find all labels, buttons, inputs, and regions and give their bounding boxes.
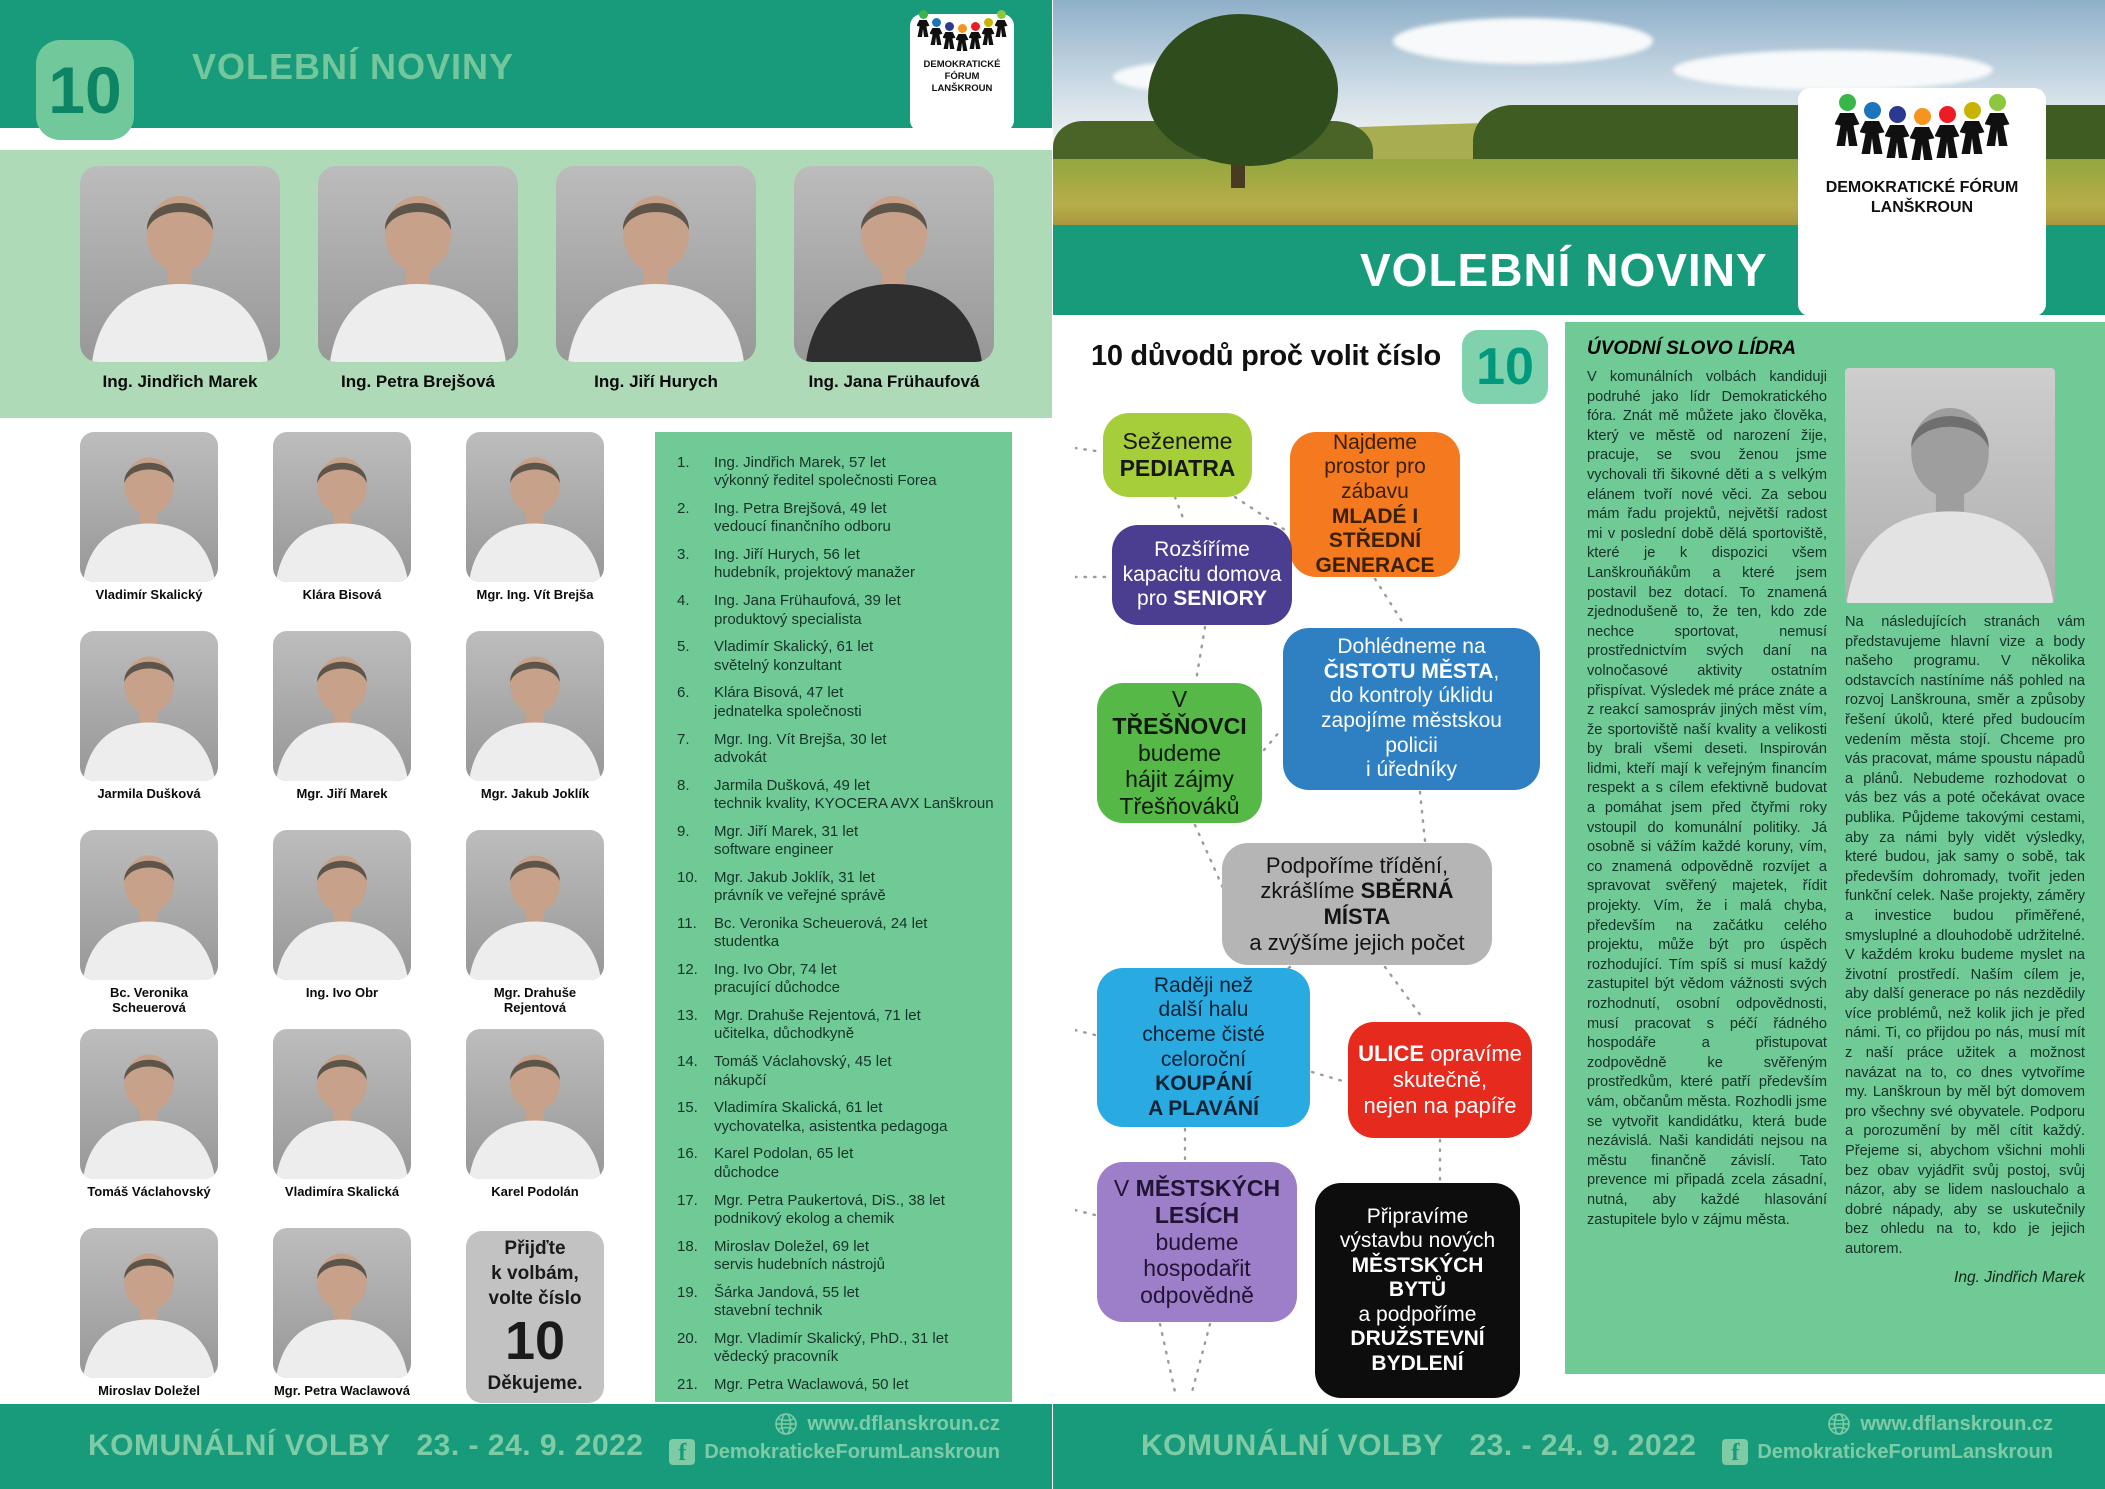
candidate-details bbox=[714, 777, 1000, 814]
candidate-number: 7. bbox=[677, 730, 690, 748]
reason-box-lesy: V MĚSTSKÝCH LESÍCH budeme hospodařit odpovědně bbox=[1097, 1162, 1297, 1322]
candidate-number: 2. bbox=[677, 500, 690, 518]
person-figure bbox=[917, 10, 930, 37]
people-circle-icon bbox=[917, 22, 1008, 49]
candidate-photo bbox=[466, 1029, 604, 1179]
candidate-number: 17. bbox=[677, 1191, 698, 1209]
candidate-name: Vladimíra Skalická bbox=[284, 1184, 400, 1199]
candidate-name: Mgr. Petra Waclawová bbox=[273, 1383, 411, 1398]
election-dates: 23. - 24. 9. 2022 bbox=[1469, 1429, 1697, 1462]
party-logo-text: DEMOKRATICKÉ FÓRUM LANŠKROUN bbox=[923, 59, 1001, 94]
candidate-number: 11. bbox=[677, 914, 697, 932]
candidate-name: Karel Podolán bbox=[491, 1184, 579, 1199]
candidate-name: Miroslav Doležel bbox=[98, 1383, 200, 1398]
globe-icon bbox=[1827, 1412, 1851, 1436]
leader-portrait-photo bbox=[1845, 368, 2055, 603]
candidate-role: právník ve veřejné správě bbox=[714, 887, 886, 905]
reason-box-sberna-mista: Podpoříme třídění, zkrášlíme SBĚRNÁ MÍSTA a zvýšíme jejich počet bbox=[1222, 843, 1492, 965]
candidate-details bbox=[714, 500, 1000, 537]
candidate-number: 20. bbox=[677, 1329, 698, 1347]
cta-ballot-number: 10 bbox=[504, 1311, 566, 1372]
grid-candidate bbox=[466, 830, 604, 1015]
person-figure bbox=[956, 24, 969, 51]
candidate-details bbox=[714, 1192, 1000, 1229]
featured-candidate bbox=[80, 166, 280, 392]
candidate-name: Mgr. Jiří Marek bbox=[296, 786, 388, 801]
candidate-photo-grid bbox=[80, 432, 604, 1407]
party-logo bbox=[910, 14, 1014, 132]
candidate-number: 8. bbox=[677, 776, 690, 794]
facebook-link[interactable]: f DemokratickeForumLanskroun bbox=[669, 1439, 1000, 1465]
candidate-name: Klára Bisová, 47 let bbox=[714, 684, 844, 702]
candidate-photo bbox=[80, 1029, 218, 1179]
grid-candidate bbox=[80, 830, 218, 1015]
footer-links bbox=[1731, 1412, 2053, 1467]
intro-column-2: Na následujících stranách vám představujeme hlavní vize a body našeho programu. V několika odstavcích nastíníme náš pohled na rozvoj Lanškrouna, směr a způsoby řešení úkolů, které před budoucím vedením města stojí. Chceme pro vás pracovat, máme spoustu nápadů a plánů. Nebudeme rozhodovat o vás bez vás a poté očekávat ovace publika. Půjdeme takovými cestami, aby za námi byly vidět výsledky, které budou, jak samy o sobě, tak především dohromady, tvořit jeden funkční celek. Naše projekty, záměry a investice budou přiměřené, smysluplné a dlouhodobě udržitelné. V každém kroku budeme myslet na životní prostředí. Naším cílem je, aby další generace po nás nezdědily více problémů, než kolik jich je před námi. Ti, co přijdou po nás, musí mít z naší práce užitek a možnost navázat na to, co dnes vytvoříme my. Lanškroun by měl být domovem pro všechny své obyvatele. Podporu a porozumění by měl cítit každý. Přejeme si, abychom všichni mohli bez obav vyjádřit svůj postoj, svůj názor, aby se lidem naslouchalo a dobré nápady, aby se uskutečnily bez ohledu na to, kdo je jejich autorem. Ing. Jindřich Marek bbox=[1845, 368, 2085, 1287]
candidate-role: nákupčí bbox=[714, 1071, 767, 1089]
candidate-number: 4. bbox=[677, 592, 690, 610]
intro-column-1: V komunálních volbách kandiduji podruhé jako lídr Demokratického fóra. Znát mě můžete jako člověka, který ve městě od narození žije, pracuje, se svou ženou jsme vychovali tři šikovné děti a s velkým elánem tvoří nové věci. Za sebou mám řadu projektů, největší radost mi v poslední době dělá sportoviště, které je k dispozici všem Lanškrouňákům a které jsem postavil bez dotací. To znamená zjednodušeně to, že ten, kdo zde nechce sportovat, nemusí prostřednictvím svých daní na volnočasové aktivity ostatním přispívat. Výsledek mé práce znáte a z reakcí samospráv jiných měst vím, že sportoviště naší kvality a velikosti by brali všemi deseti. Inspirován lidmi, kteří mají k veřejným financím respekt a s cílem efektivně budovat a pomáhat jsem před čtyřmi roky vstoupil do komunální politiky. Já osobně si vážím každé koruny, vím, co znamená odpovědně rozvíjet a spravovat svěřený majetek, řídit projekty. Vím, že i malá chyba, především na začátku celého projektu, může být pro úspěch rozhodující. Tím spíš si musí každý zastupitel být vědom vážnosti svých rozhodnutí, osobní odpovědnosti, musí pracovat s péčí řádného hospodáře a přistupovat zodpovědně ke svěřeným prostředkům, které patří především vám, občanům města. Rozhodli jsme se vytvořit kandidátku, která bude nezávislá. Naši kandidáti nejsou na městu finančně závislí. Tato prevence mi připadá zcela zásadní, nutná, aby každé hlasování zastupitele bylo v zájmu města. bbox=[1587, 369, 1827, 1228]
tree bbox=[1148, 14, 1338, 166]
candidate-details bbox=[714, 869, 1000, 906]
candidate-photo bbox=[273, 1029, 411, 1179]
candidate-list-item bbox=[677, 915, 1000, 952]
featured-candidate bbox=[794, 166, 994, 392]
grid-candidate bbox=[80, 1228, 218, 1407]
footer-links bbox=[678, 1412, 1000, 1467]
candidate-details bbox=[714, 684, 1000, 721]
grid-candidate bbox=[466, 1029, 604, 1208]
candidate-name: Ing. Petra Brejšová bbox=[340, 372, 495, 391]
candidate-name: Vladimíra Skalická, 61 let bbox=[714, 1099, 883, 1117]
candidate-role: studentka bbox=[714, 933, 780, 951]
candidate-number: 12. bbox=[677, 961, 698, 979]
candidate-list-item bbox=[677, 1192, 1000, 1229]
website-link[interactable]: www.dflanskroun.cz bbox=[1827, 1412, 2053, 1436]
person-figure bbox=[1835, 94, 1860, 146]
candidate-photo bbox=[466, 631, 604, 781]
reason-box-generace: Najdeme prostor pro zábavu MLADÉ I STŘEDNÍ GENERACE bbox=[1290, 432, 1460, 577]
reason-box-byty: Připravíme výstavbu nových MĚSTSKÝCH BYTŮ a podpoříme DRUŽSTEVNÍ BYDLENÍ bbox=[1315, 1183, 1520, 1398]
candidate-details bbox=[714, 1376, 1000, 1394]
reason-box-tresnovec: V TŘEŠŇOVCI budeme hájit zájmy Třešňováků bbox=[1097, 683, 1262, 823]
right-footer bbox=[1053, 1404, 2105, 1489]
reasons-title: 10 důvodů proč volit číslo bbox=[1091, 340, 1441, 372]
candidate-number: 3. bbox=[677, 546, 690, 564]
grid-candidate bbox=[273, 830, 411, 1009]
person-figure bbox=[969, 22, 982, 49]
candidate-name: Karel Podolan, 65 let bbox=[714, 1145, 854, 1163]
candidate-list-item bbox=[677, 777, 1000, 814]
reason-box-cistota: Dohlédneme na ČISTOTU MĚSTA, do kontroly úklidu zapojíme městskou policii i úředníky bbox=[1283, 628, 1540, 790]
featured-candidate bbox=[318, 166, 518, 392]
candidate-name: Ing. Jana Frühaufová bbox=[808, 372, 980, 391]
people-circle-icon bbox=[1835, 106, 2010, 158]
candidate-role: jednatelka společnosti bbox=[714, 702, 862, 720]
candidate-list-item bbox=[677, 1330, 1000, 1367]
candidate-role: hudebník, projektový manažer bbox=[714, 564, 915, 582]
candidate-details bbox=[714, 638, 1000, 675]
candidate-list-item bbox=[677, 1099, 1000, 1136]
candidate-name: Mgr. Ing. Vít Brejša, 30 let bbox=[714, 730, 887, 748]
left-page-title: VOLEBNÍ NOVINY bbox=[192, 46, 515, 87]
candidate-name: Mgr. Petra Paukertová, DiS., 38 let bbox=[714, 1191, 945, 1209]
candidate-photo bbox=[80, 1228, 218, 1378]
candidate-details bbox=[714, 592, 1000, 629]
candidate-role: stavební technik bbox=[714, 1301, 823, 1319]
candidate-role: světelný konzultant bbox=[714, 656, 842, 674]
candidate-list-item bbox=[677, 823, 1000, 860]
candidate-details bbox=[714, 961, 1000, 998]
candidate-list-item bbox=[677, 869, 1000, 906]
grid-candidate bbox=[80, 432, 218, 611]
candidate-name: Tomáš Václahovský, 45 let bbox=[714, 1053, 892, 1071]
candidate-name: Bc. Veronika Scheuerová, 24 let bbox=[714, 914, 928, 932]
candidate-number: 6. bbox=[677, 684, 690, 702]
candidate-role: vychovatelka, asistentka pedagoga bbox=[714, 1117, 948, 1135]
candidate-list-item bbox=[677, 1284, 1000, 1321]
candidate-photo bbox=[466, 830, 604, 980]
candidate-photo bbox=[80, 830, 218, 980]
candidate-name: Ing. Jiří Hurych, 56 let bbox=[714, 546, 860, 564]
candidate-details bbox=[714, 915, 1000, 952]
candidate-list-item bbox=[677, 1007, 1000, 1044]
candidate-number: 13. bbox=[677, 1007, 698, 1025]
candidate-name: Jarmila Dušková, 49 let bbox=[714, 776, 870, 794]
candidate-name: Klára Bisová bbox=[302, 587, 382, 602]
reason-box-ulice: ULICE opravíme skutečně, nejen na papíře bbox=[1348, 1022, 1532, 1138]
candidate-photo bbox=[466, 432, 604, 582]
candidate-photo bbox=[273, 1228, 411, 1378]
candidate-name: Šárka Jandová, 55 let bbox=[714, 1283, 860, 1301]
cta-thanks: Děkujeme. bbox=[487, 1373, 583, 1395]
signature: Ing. Jindřich Marek bbox=[1954, 1268, 2085, 1286]
facebook-icon: f bbox=[1722, 1439, 1748, 1465]
candidate-role: pracující důchodce bbox=[714, 979, 840, 997]
grid-candidate bbox=[80, 1029, 218, 1208]
candidate-name: Jarmila Dušková bbox=[97, 786, 201, 801]
candidate-name: Ing. Ivo Obr, 74 let bbox=[714, 961, 837, 979]
cta-line: k volbám, bbox=[491, 1262, 579, 1284]
candidate-name: Vladimír Skalický, 61 let bbox=[714, 638, 874, 656]
vote-call-to-action bbox=[466, 1228, 604, 1407]
person-figure bbox=[995, 10, 1008, 37]
reasons-number-badge: 10 bbox=[1462, 330, 1548, 404]
candidate-list-item bbox=[677, 1053, 1000, 1090]
candidate-name: Ing. Jindřich Marek bbox=[102, 372, 258, 391]
reason-box-seniory: Rozšíříme kapacitu domova pro SENIORY bbox=[1112, 525, 1292, 625]
candidate-photo bbox=[80, 432, 218, 582]
candidate-number: 21. bbox=[677, 1375, 698, 1393]
candidate-name: Mgr. Drahuše Rejentová, 71 let bbox=[714, 1007, 921, 1025]
candidate-photo bbox=[80, 631, 218, 781]
ten-reasons-section bbox=[1075, 330, 1565, 1408]
candidate-details bbox=[714, 546, 1000, 583]
candidate-details bbox=[714, 1238, 1000, 1275]
candidate-number: 19. bbox=[677, 1283, 698, 1301]
candidate-role: software engineer bbox=[714, 841, 834, 859]
candidate-list-item bbox=[677, 731, 1000, 768]
candidate-role: důchodce bbox=[714, 1163, 780, 1181]
party-logo-large bbox=[1798, 88, 2046, 316]
candidate-photo bbox=[556, 166, 756, 362]
candidate-name: Mgr. Vladimír Skalický, PhD., 31 let bbox=[714, 1329, 949, 1347]
candidate-name: Ing. Jiří Hurych bbox=[594, 372, 718, 391]
left-footer bbox=[0, 1404, 1052, 1489]
candidate-details bbox=[714, 1053, 1000, 1090]
candidate-number: 1. bbox=[677, 454, 690, 471]
election-dates: 23. - 24. 9. 2022 bbox=[416, 1429, 644, 1462]
person-figure bbox=[930, 18, 943, 45]
candidate-role: vedoucí finančního odboru bbox=[714, 518, 891, 536]
candidate-name: Ing. Petra Brejšová, 49 let bbox=[714, 500, 887, 518]
candidate-photo bbox=[273, 631, 411, 781]
candidate-photo bbox=[273, 830, 411, 980]
vote-cta-box bbox=[466, 1231, 604, 1403]
candidate-photo bbox=[80, 166, 280, 362]
grid-candidate bbox=[466, 432, 604, 611]
candidate-details bbox=[714, 731, 1000, 768]
candidate-details bbox=[714, 1099, 1000, 1136]
candidate-role: výkonný ředitel společnosti Forea bbox=[714, 472, 937, 490]
candidate-details bbox=[714, 1284, 1000, 1321]
cta-line: volte číslo bbox=[488, 1287, 582, 1309]
cta-line: Přijďte bbox=[504, 1238, 566, 1260]
grid-candidate bbox=[273, 1029, 411, 1208]
candidate-number: 9. bbox=[677, 822, 690, 840]
person-figure bbox=[1910, 108, 1935, 160]
candidate-list-item bbox=[677, 546, 1000, 583]
candidate-role: podnikový ekolog a chemik bbox=[714, 1209, 895, 1227]
left-header-band bbox=[0, 0, 1052, 128]
candidate-name: Miroslav Doležel, 69 let bbox=[714, 1237, 870, 1255]
candidate-details bbox=[714, 823, 1000, 860]
candidate-name: Mgr. Petra Waclawová, 50 let bbox=[714, 1375, 909, 1393]
candidate-details bbox=[714, 1330, 1000, 1367]
candidate-name: Ing. Jindřich Marek, 57 let bbox=[714, 454, 886, 471]
candidate-list-item bbox=[677, 592, 1000, 629]
candidate-role: vědecký pracovník bbox=[714, 1348, 839, 1366]
candidate-name: Mgr. Jakub Joklík, 31 let bbox=[714, 868, 875, 886]
candidate-name: Mgr. Ing. Vít Brejša bbox=[476, 587, 594, 602]
person-figure bbox=[1960, 102, 1985, 154]
candidate-photo bbox=[273, 432, 411, 582]
candidate-list-panel bbox=[655, 432, 1012, 1402]
facebook-link[interactable]: f DemokratickeForumLanskroun bbox=[1722, 1439, 2053, 1465]
candidate-role: servis hudebních nástrojů bbox=[714, 1255, 885, 1273]
person-figure bbox=[943, 22, 956, 49]
reason-box-pediatr: Seženeme PEDIATRA bbox=[1103, 413, 1252, 497]
person-figure bbox=[1985, 94, 2010, 146]
candidate-role: advokát bbox=[714, 748, 767, 766]
candidate-number: 14. bbox=[677, 1053, 698, 1071]
grid-candidate bbox=[273, 432, 411, 611]
candidate-list-item bbox=[677, 1238, 1000, 1275]
candidate-name: Bc. Veronika Scheuerová bbox=[109, 985, 189, 1015]
candidate-photo bbox=[794, 166, 994, 362]
candidate-name: Mgr. Drahuše Rejentová bbox=[493, 985, 577, 1015]
party-logo-text: DEMOKRATICKÉ FÓRUM LANŠKROUN bbox=[1825, 179, 2019, 216]
grid-candidate bbox=[273, 631, 411, 810]
candidate-list-item bbox=[677, 454, 1000, 491]
website-link[interactable]: www.dflanskroun.cz bbox=[774, 1412, 1000, 1436]
reason-box-koupani: Raději než další halu chceme čisté celoroční KOUPÁNÍ A PLAVÁNÍ bbox=[1097, 968, 1310, 1127]
election-title: KOMUNÁLNÍ VOLBY 23. - 24. 9. 2022 bbox=[1141, 1429, 1697, 1462]
candidate-list-item bbox=[677, 684, 1000, 721]
candidate-role: produktový specialista bbox=[714, 610, 862, 628]
person-figure bbox=[982, 18, 995, 45]
candidate-number: 18. bbox=[677, 1237, 698, 1255]
candidate-details bbox=[714, 454, 1000, 491]
candidate-list-item bbox=[677, 961, 1000, 998]
candidate-list-item bbox=[677, 1376, 1000, 1394]
candidate-list-item bbox=[677, 638, 1000, 675]
candidate-photo bbox=[318, 166, 518, 362]
grid-candidate bbox=[80, 631, 218, 810]
candidate-details bbox=[714, 1007, 1000, 1044]
candidate-number: 10. bbox=[677, 868, 698, 886]
candidate-details bbox=[714, 1145, 1000, 1182]
grid-candidate bbox=[466, 631, 604, 810]
intro-heading: ÚVODNÍ SLOVO LÍDRA bbox=[1587, 338, 1797, 359]
candidate-list-item bbox=[677, 1145, 1000, 1182]
candidate-name: Ing. Ivo Obr bbox=[305, 985, 379, 1000]
candidate-name: Tomáš Václahovský bbox=[87, 1184, 211, 1199]
person-figure bbox=[1935, 106, 1960, 158]
candidate-number: 15. bbox=[677, 1099, 698, 1117]
candidate-number: 16. bbox=[677, 1145, 698, 1163]
election-title: KOMUNÁLNÍ VOLBY 23. - 24. 9. 2022 bbox=[88, 1429, 644, 1462]
globe-icon bbox=[774, 1412, 798, 1436]
candidate-number: 5. bbox=[677, 638, 690, 656]
candidate-role: učitelka, důchodkyně bbox=[714, 1025, 855, 1043]
candidate-list-item bbox=[677, 500, 1000, 537]
facebook-icon: f bbox=[669, 1439, 695, 1465]
candidate-name: Ing. Jana Frühaufová, 39 let bbox=[714, 592, 901, 610]
candidate-name: Mgr. Jiří Marek, 31 let bbox=[714, 822, 859, 840]
ballot-number-badge: 10 bbox=[36, 40, 134, 140]
person-figure bbox=[1885, 106, 1910, 158]
featured-candidate bbox=[556, 166, 756, 392]
featured-candidates-strip bbox=[0, 150, 1052, 418]
person-figure bbox=[1860, 102, 1885, 154]
leader-intro-panel bbox=[1565, 322, 2105, 1374]
grid-candidate bbox=[273, 1228, 411, 1407]
right-page-title: VOLEBNÍ NOVINY bbox=[1360, 244, 1768, 296]
candidate-role: technik kvality, KYOCERA AVX Lanškroun bbox=[714, 794, 994, 812]
candidate-name: Mgr. Jakub Joklík bbox=[480, 786, 590, 801]
candidate-name: Vladimír Skalický bbox=[95, 587, 203, 602]
